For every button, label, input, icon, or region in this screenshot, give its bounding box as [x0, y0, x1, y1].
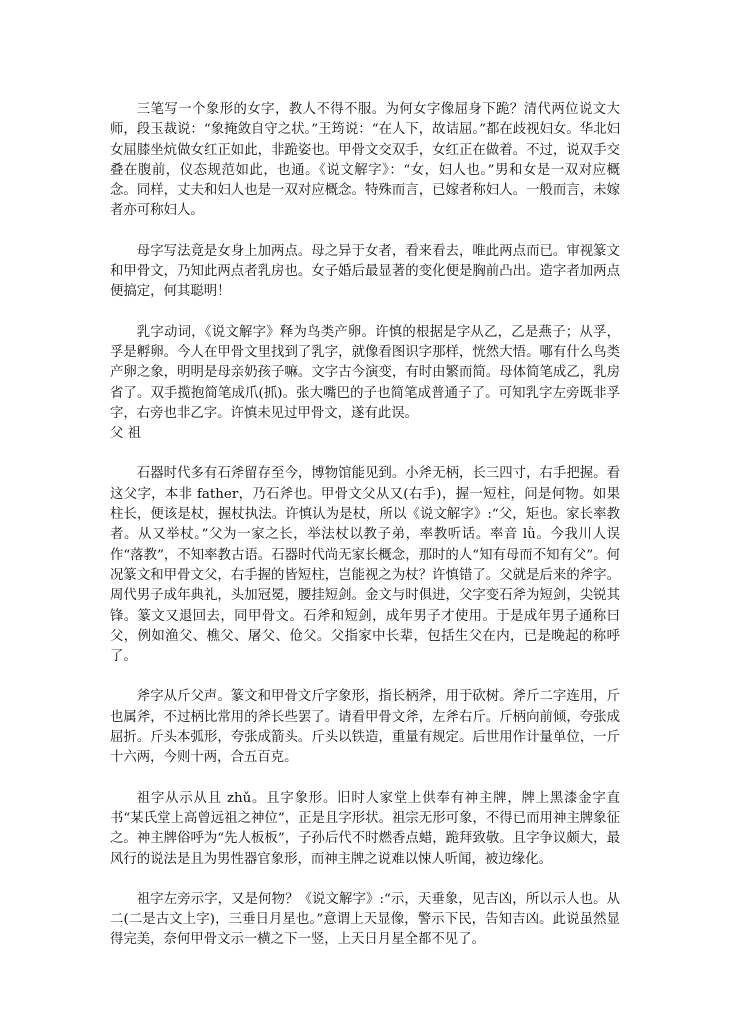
- body-text: [110, 100, 620, 951]
- paragraph-fu-axe: 斧字从斤父声。篆文和甲骨文斤字象形，指长柄斧，用于砍树。斧斤二字连用，斤也属斧，不过柄比常用的斧长些罢了。请看甲骨文斧，左斧右斤。斤柄向前倾，夸张成屈折。斤头本弧形，夸张成箭头。斤头以铁造，重量有规定。后世用作计量单位，一斤十六两，今则十两，合五百克。: [110, 689, 620, 766]
- section-heading: 父 祖: [110, 426, 142, 442]
- paragraph-shi: 祖字左旁示字，又是何物？《说文解字》:“示，天垂象，见吉凶，所以示人也。从二(二是古文上字)，三垂日月星也。”意谓上天显像，警示下民，告知吉凶。此说虽然显得完美，奈何甲骨文示一横之下一竖，上天日月星全都不见了。: [110, 891, 620, 948]
- paragraph-fu: 石器时代多有石斧留存至今，博物馆能见到。小斧无柄，长三四寸，右手把握。看这父字，本非 father，乃石斧也。甲骨文父从又(右手)，握一短柱，问是何物。如果柱长，便该是杖，握杖执法。许慎认为是杖，所以《说文解字》:“父，矩也。家长率教者。从又举杖。”父为一家之长，举法杖以教子弟，率教听话。率音 lǜ。今我川人误作“落教”，不知率教古语。石器时代尚无家长概念，那时的人“知有母而不知有父”。何况篆文和甲骨文父，右手握的皆短柱，岂能视之为杖？许慎错了。父就是后来的斧字。周代男子成年典礼，头加冠冕，腰挂短剑。金文与时俱进，父字变石斧为短剑，尖锐其锋。篆文又退回去，同甲骨文。石斧和短剑，成年男子才使用。于是成年男子通称曰父，例如渔父、樵父、屠父、伧父。父指家中长辈，包括生父在内，已是晚起的称呼了。: [110, 466, 620, 665]
- paragraph-mu: 母字写法竟是女身上加两点。母之异于女者，看来看去，唯此两点而已。审视篆文和甲骨文，乃知此两点者乳房也。女子婚后最显著的变化便是胸前凸出。造字者加两点便搞定，何其聪明！: [110, 243, 620, 300]
- paragraph-nu: 三笔写一个象形的女字，教人不得不服。为何女字像屈身下跪？清代两位说文大师，段玉裁说：“象掩敛自守之状。”王筠说：“在人下，故诘屈。”都在歧视妇女。华北妇女屈膝坐炕做女红正如此，非跪姿也。甲骨文交双手，女红正在做着。不过，说双手交叠在腹前，仪态规范如此，也通。《说文解字》：“女，妇人也。”男和女是一双对应概念。同样，丈夫和妇人也是一双对应概念。特殊而言，已嫁者称妇人。一般而言，未嫁者亦可称妇人。: [110, 102, 620, 219]
- paragraph-zu: 祖字从示从且 zhǔ。且字象形。旧时人家堂上供奉有神主牌，牌上黑漆金字直书“某氏堂上高曾远祖之神位”，正是且字形状。祖宗无形可象，不得已而用神主牌象征之。神主牌俗呼为“先人板板”，子孙后代不时燃香点蜡，跪拜致敬。且字争议颇大，最风行的说法是且为男性器官象形，而神主牌之说难以悚人听闻，被边缘化。: [110, 790, 620, 867]
- paragraph-ru: 乳字动词，《说文解字》释为鸟类产卵。许慎的根据是字从乙，乙是燕子；从孚，孚是孵卵。今人在甲骨文里找到了乳字，就像看图识字那样，恍然大悟。哪有什么鸟类产卵之象，明明是母亲奶孩子嘛。文字古今演变，有时由繁而简。母体简笔成乙，乳房省了。双手揽抱简笔成爪(抓)。张大嘴巴的子也简笔成普通子了。可知乳字左旁既非孚字，右旁也非乙字。许慎未见过甲骨文，遂有此误。: [110, 324, 620, 421]
